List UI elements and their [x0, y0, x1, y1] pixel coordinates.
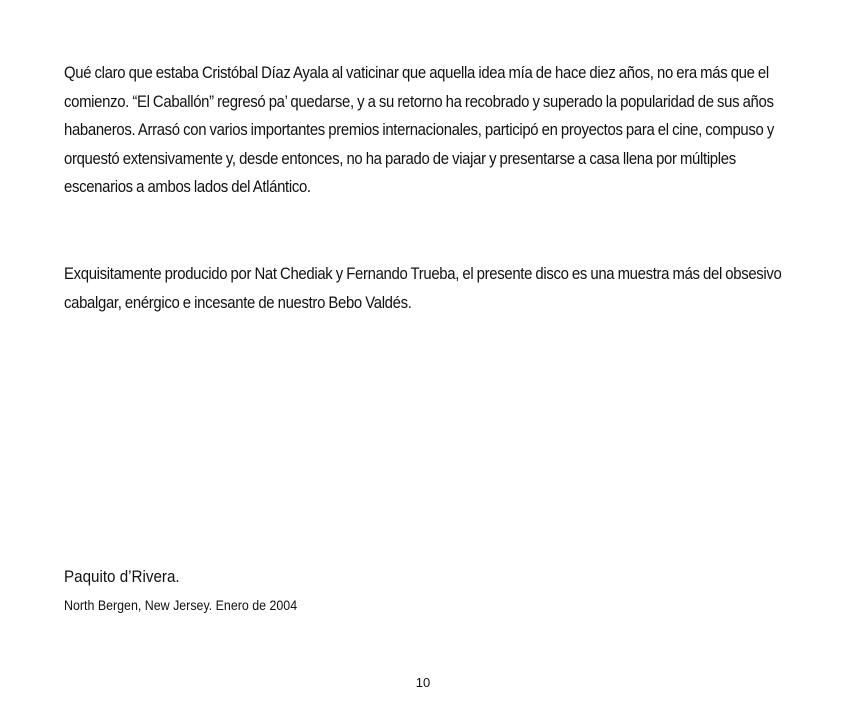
body-paragraph-2: Exquisitamente producido por Nat Chediak y Fernando Trueba, el presente disco es una muestra más del obsesivo cabalgar, enérgico e incesante de nuestro Bebo Valdés. [64, 265, 782, 312]
page-number: 10 [415, 675, 431, 690]
author-signature: Paquito d’Rivera. [64, 568, 180, 586]
location-date: North Bergen, New Jersey. Enero de 2004 [64, 598, 298, 613]
body-paragraph-1: Qué claro que estaba Cristóbal Díaz Ayala al vaticinar que aquella idea mía de hace diez años, no era más que el comienzo. “El Caballón” regresó pa’ quedarse, y a su retorno ha recobrado y superado la popularidad de sus años habaneros. Arrasó con varios importantes premios internacionales, participó en proyectos para el cine, compuso y orquestó extensivamente y, desde entonces, no ha parado de viajar y presentarse a casa llena por múltiples escenarios a ambos lados del Atlántico. [64, 64, 774, 197]
